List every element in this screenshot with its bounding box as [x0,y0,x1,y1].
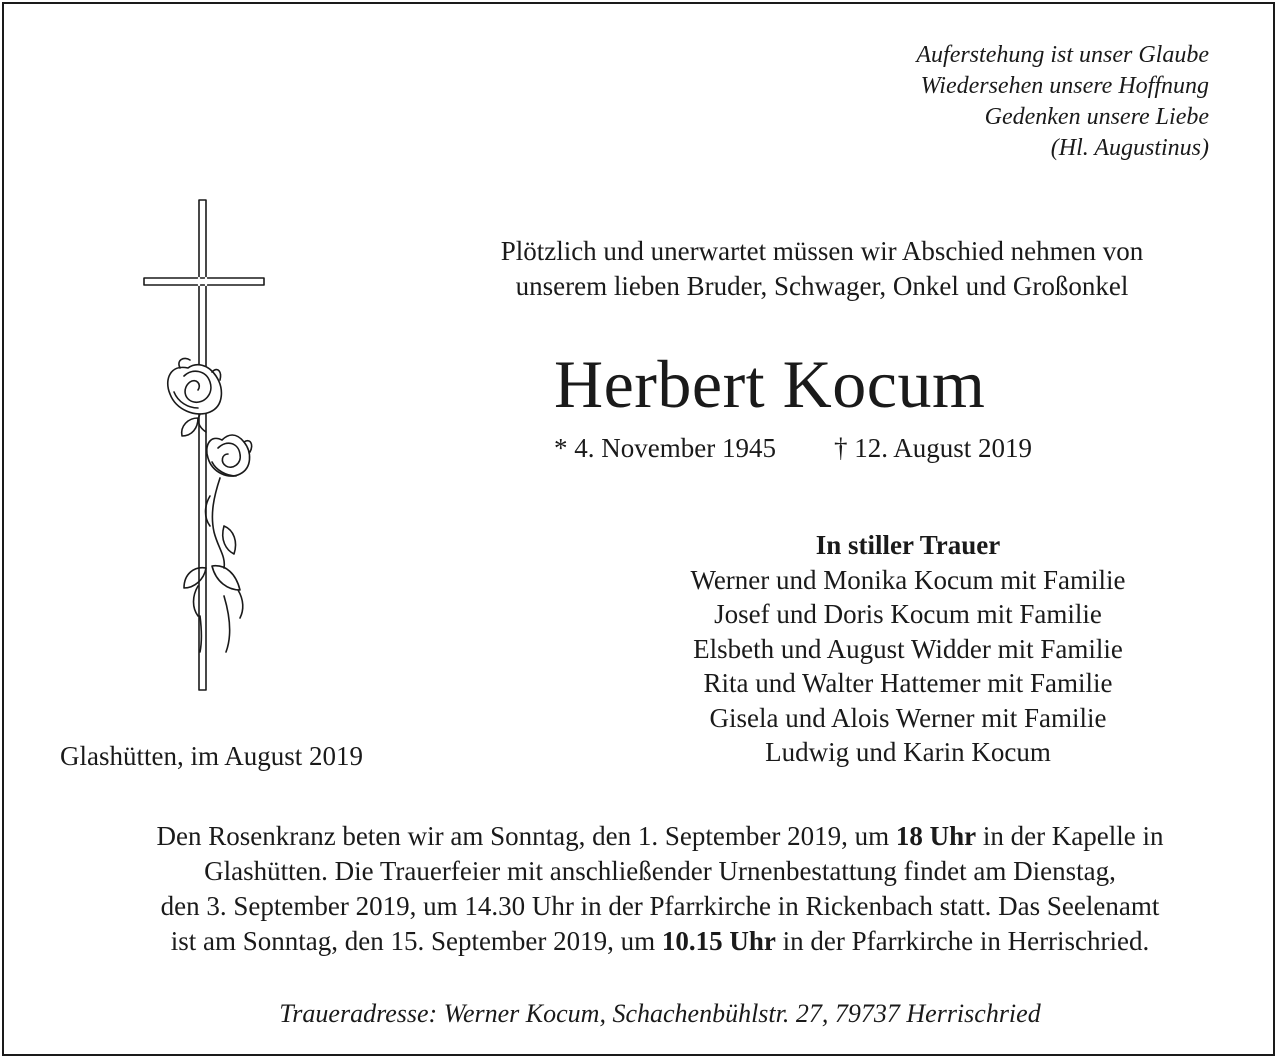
deceased-name: Herbert Kocum [554,346,986,422]
mourner-name: Rita und Walter Hattemer mit Familie [703,668,1113,698]
service-information [44,819,1276,959]
obituary-frame [2,2,1275,1056]
service-line [44,819,1276,854]
intro-text [424,234,1220,304]
service-text: in der Pfarrkirche in Herrischried. [775,926,1150,956]
mourner-name: Elsbeth und August Widder mit Familie [693,633,1123,664]
death-date: † 12. August 2019 [833,433,1032,463]
service-text: in der Kapelle in [976,821,1164,851]
birth-date: * 4. November 1945 [554,433,776,463]
mourner-name: Josef und Doris Kocum mit Familie [714,599,1102,629]
service-line [44,924,1276,959]
motto [916,40,1209,164]
mourners-list [608,528,1208,770]
service-line: den 3. September 2019, um 14.30 Uhr in der Pfarrkirche in Rickenbach statt. Das Seelenamt [160,891,1160,921]
rosary-time: 18 Uhr [895,821,977,851]
service-text: Den Rosenkranz beten wir am Sonntag, den 1. September 2019, um [156,821,896,851]
cross-with-roses-icon [140,196,268,696]
service-text: ist am Sonntag, den 15. September 2019, um [170,926,662,956]
motto-line: Wiedersehen unsere Hoffnung [920,73,1209,99]
service-line: Glashütten. Die Trauerfeier mit anschließender Urnenbestattung findet am Dienstag, [204,856,1116,886]
mourner-name: Werner und Monika Kocum mit Familie [690,564,1126,595]
intro-line: unserem lieben Bruder, Schwager, Onkel und Großonkel [515,271,1129,301]
motto-line: (Hl. Augustinus) [1050,135,1209,161]
motto-line: Gedenken unsere Liebe [984,104,1209,130]
place-date: Glashütten, im August 2019 [60,741,363,771]
intro-line: Plötzlich und unerwartet müssen wir Abschied nehmen von [500,236,1144,266]
mourner-name: Ludwig und Karin Kocum [765,737,1051,767]
life-dates [554,430,1032,466]
mourner-name: Gisela und Alois Werner mit Familie [709,702,1107,733]
motto-line: Auferstehung ist unser Glaube [916,42,1209,68]
requiem-time: 10.15 Uhr [661,926,776,956]
mourning-address: Traueradresse: Werner Kocum, Schachenbühlstr. 27, 79737 Herrischried [279,999,1041,1028]
mourners-heading: In stiller Trauer [815,530,1001,560]
